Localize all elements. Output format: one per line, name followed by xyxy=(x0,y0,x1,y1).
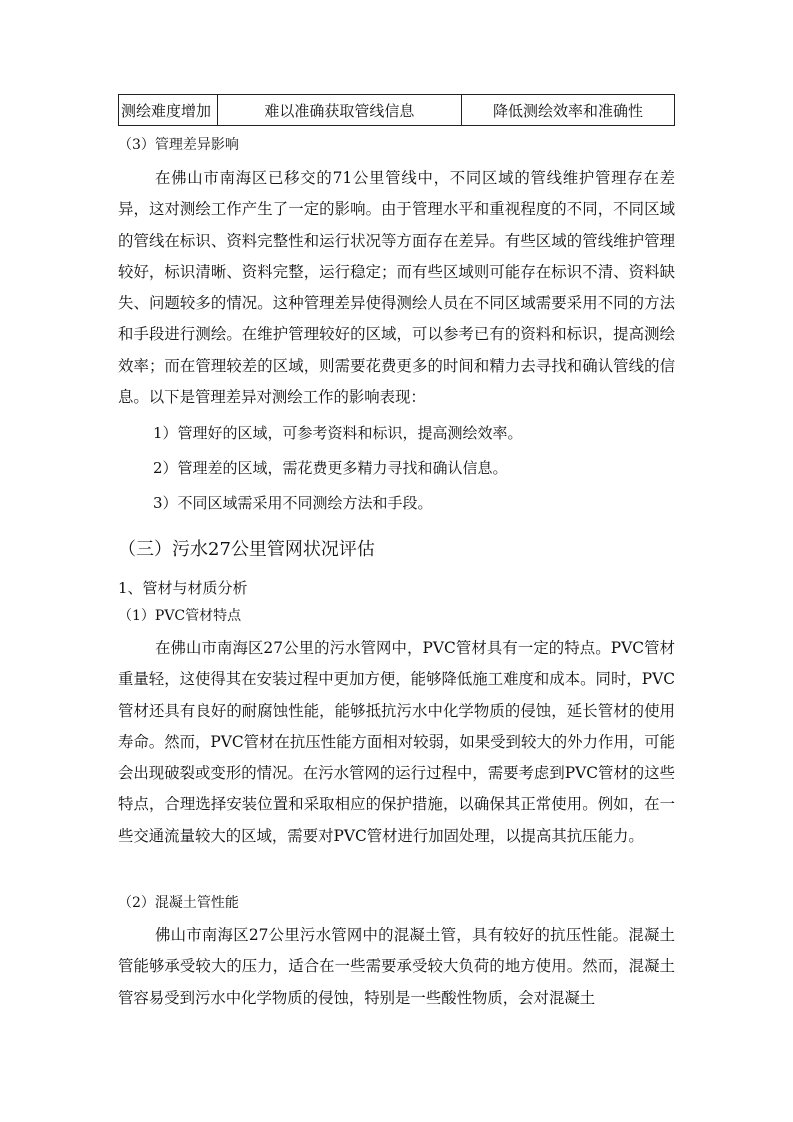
impact-table xyxy=(118,94,675,126)
table-cell: 降低测绘效率和准确性 xyxy=(462,95,675,126)
paragraph-pvc: 在佛山市南海区27公里的污水管网中，PVC管材具有一定的特点。PVC管材重量轻，这使得其在安装过程中更加方便，能够降低施工难度和成本。同时，PVC管材还具有良好的耐腐蚀性能，能够抵抗污水中化学物质的侵蚀，延长管材的使用寿命。然而，PVC管材在抗压性能方面相对较弱，如果受到较大的外力作用，可能会出现破裂或变形的情况。在污水管网的运行过程中，需要考虑到PVC管材的这些特点，合理选择安装位置和采取相应的保护措施，以确保其正常使用。例如，在一些交通流量较大的区域，需要对PVC管材进行加固处理，以提高其抗压能力。 xyxy=(118,639,675,845)
paragraph-concrete: 佛山市南海区27公里污水管网中的混凝土管，具有较好的抗压性能。混凝土管能够承受较大的压力，适合在一些需要承受较大负荷的地方使用。然而，混凝土管容易受到污水中化学物质的侵蚀，特别是一些酸性物质，会对混凝土 xyxy=(118,926,675,1007)
section-title: （三）污水27公里管网状况评估 xyxy=(118,539,375,560)
table-cell: 测绘难度增加 xyxy=(119,95,218,126)
heading-management-difference: （3）管理差异影响 xyxy=(118,137,239,153)
list-item: 2）管理差的区域，需花费更多精力寻找和确认信息。 xyxy=(153,459,508,477)
list-item: 3）不同区域需采用不同测绘方法和手段。 xyxy=(153,494,433,512)
heading-material-analysis: 1、管材与材质分析 xyxy=(118,579,248,597)
table-row xyxy=(119,95,675,126)
heading-pvc: （1）PVC管材特点 xyxy=(118,608,242,624)
heading-concrete: （2）混凝土管性能 xyxy=(118,895,239,911)
table-cell: 难以准确获取管线信息 xyxy=(217,95,461,126)
paragraph-management-difference: 在佛山市南海区已移交的71公里管线中，不同区域的管线维护管理存在差异，这对测绘工作产生了一定的影响。由于管理水平和重视程度的不同，不同区域的管线在标识、资料完整性和运行状况等方面存在差异。有些区域的管线维护管理较好，标识清晰、资料完整，运行稳定；而有些区域则可能存在标识不清、资料缺失、问题较多的情况。这种管理差异使得测绘人员在不同区域需要采用不同的方法和手段进行测绘。在维护管理较好的区域，可以参考已有的资料和标识，提高测绘效率；而在管理较差的区域，则需要花费更多的时间和精力去寻找和确认管线的信息。以下是管理差异对测绘工作的影响表现： xyxy=(118,169,675,407)
list-item: 1）管理好的区域，可参考资料和标识，提高测绘效率。 xyxy=(153,424,523,442)
